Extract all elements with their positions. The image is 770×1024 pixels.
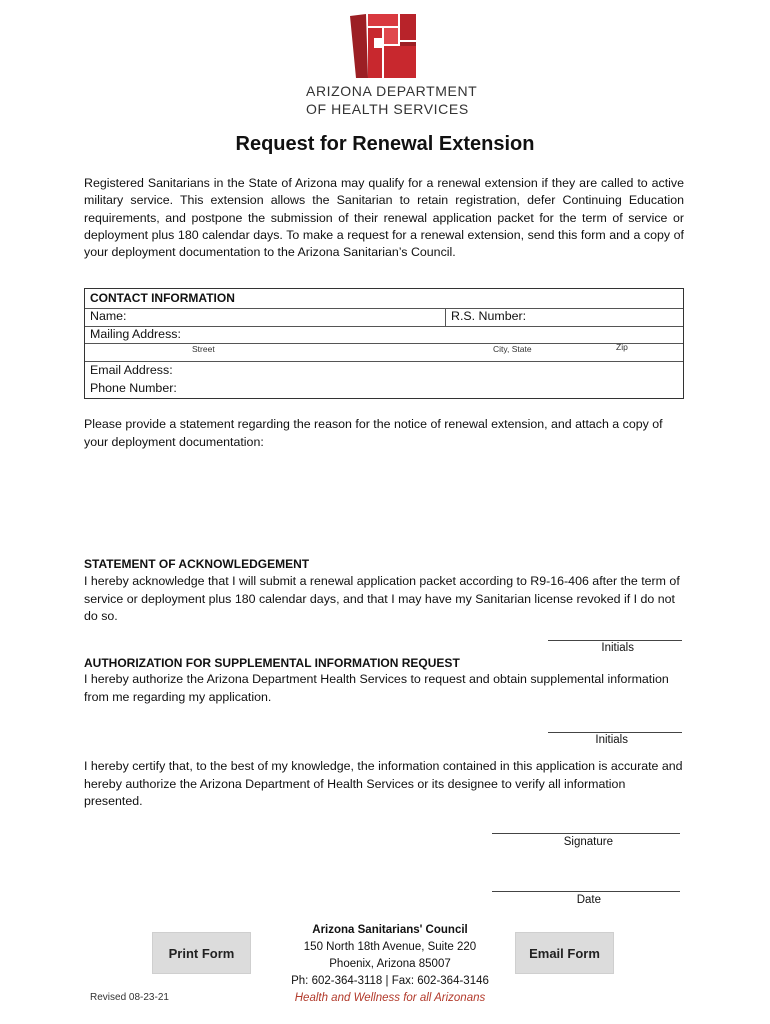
org-name [306,82,477,118]
rs-number-field[interactable] [533,309,682,326]
mailing-address-label: Mailing Address: [90,327,181,341]
authorization-initials-line [548,732,682,733]
print-form-button[interactable]: Print Form [152,932,251,974]
adhs-logo [350,14,416,78]
zip-label: Zip [616,342,628,352]
street-label: Street [192,344,215,354]
statement-field[interactable] [84,452,688,554]
org-name-line2: OF HEALTH SERVICES [306,101,469,117]
date-label: Date [576,894,601,906]
email-form-button[interactable]: Email Form [515,932,614,974]
name-field[interactable] [135,309,444,326]
city-state-label: City, State [493,344,532,354]
phone-label: Phone Number: [90,381,177,395]
contact-info-box [84,288,684,399]
footer-phone-fax: Ph: 602-364-3118 | Fax: 602-364-3146 [291,975,489,987]
acknowledgement-initials-line [548,640,682,641]
authorization-initials-label: Initials [595,734,628,746]
name-label: Name: [90,309,127,323]
signature-line [492,833,680,834]
footer-council-name: Arizona Sanitarians' Council [312,924,468,936]
date-line [492,891,680,892]
contact-heading: CONTACT INFORMATION [90,291,235,305]
acknowledgement-text: I hereby acknowledge that I will submit a renewal application packet according to R9-16-406 after the term of service or deployment plus 180 calendar days, and that I may have my Sanitarian license revoked if I do not do so. [84,574,680,623]
footer-address2: Phoenix, Arizona 85007 [329,958,451,970]
certify-text: I hereby certify that, to the best of my knowledge, the information contained in this application is accurate and hereby authorize the Arizona Department of Health Services or its designee to verify all information presented. [84,759,683,808]
rs-number-label: R.S. Number: [451,309,527,323]
footer-contact [270,922,510,1007]
statement-prompt: Please provide a statement regarding the reason for the notice of renewal extension, and attach a copy of your deployment documentation: [84,417,663,449]
mailing-address-field[interactable] [190,327,682,344]
page-title: Request for Renewal Extension [235,133,535,155]
email-field[interactable] [180,363,682,380]
phone-field[interactable] [180,381,682,398]
footer-tagline: Health and Wellness for all Arizonans [294,992,486,1004]
org-name-line1: ARIZONA DEPARTMENT [306,83,478,99]
footer-address1: 150 North 18th Avenue, Suite 220 [303,941,477,953]
authorization-text: I hereby authorize the Arizona Department Health Services to request and obtain supplemental information from me regarding my application. [84,672,669,704]
intro-text: Registered Sanitarians in the State of Arizona may qualify for a renewal extension if they are called to active military service. This extension allows the Sanitarian to retain registration, defer Continuing Education requirements, and postpone the submission of their renewal application packet for the term of service or deployment plus 180 calendar days. To make a request for a renewal extension, send this form and a copy of your deployment documentation to the Arizona Sanitarian’s Council. [84,176,684,260]
email-label: Email Address: [90,363,173,377]
signature-label: Signature [563,836,613,848]
revised-date: Revised 08-23-21 [90,992,169,1003]
acknowledgement-heading: STATEMENT OF ACKNOWLEDGEMENT [84,557,310,571]
acknowledgement-initials-label: Initials [601,642,634,654]
authorization-heading: AUTHORIZATION FOR SUPPLEMENTAL INFORMATION REQUEST [84,656,460,670]
